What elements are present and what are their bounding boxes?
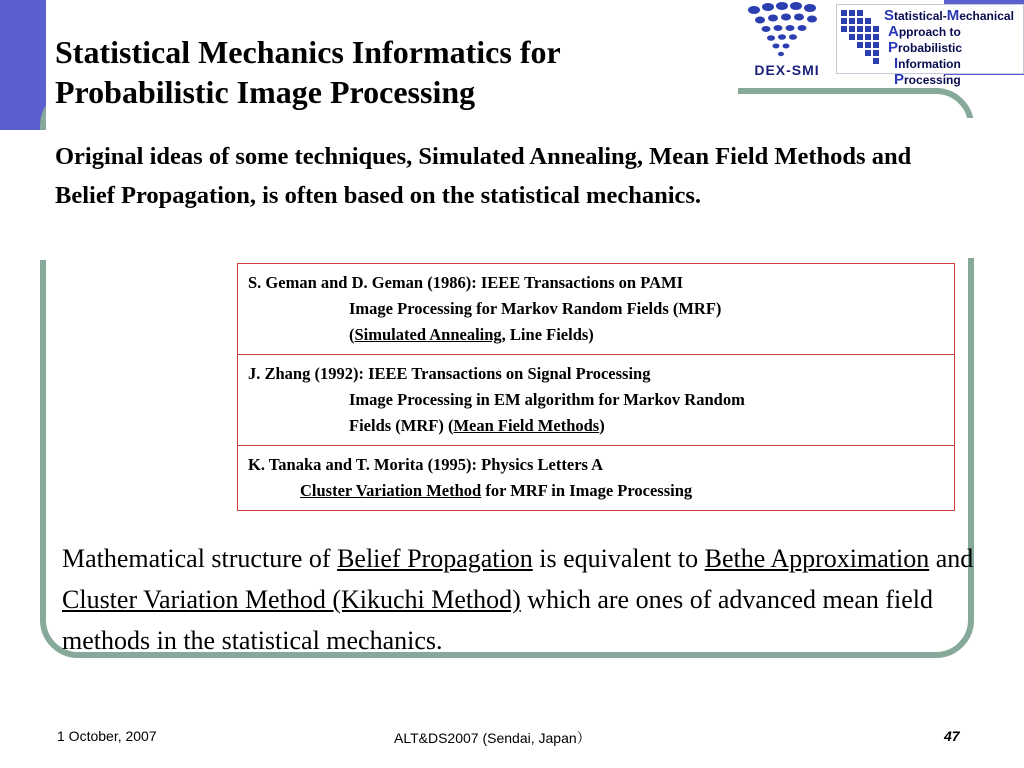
reference-citation: K. Tanaka and T. Morita (1995): Physics Letters A — [248, 455, 604, 474]
reference-item — [238, 446, 954, 510]
conclusion-paragraph: Mathematical structure of Belief Propagation is equivalent to Bethe Approximation and Cluster Variation Method (Kikuchi Method) which are ones of advanced mean field methods in the statistical mechanics. — [62, 544, 974, 655]
reference-box — [237, 263, 955, 511]
reference-note: (Simulated Annealing, Line Fields) — [349, 325, 594, 344]
reference-item — [238, 355, 954, 446]
reference-citation: S. Geman and D. Geman (1986): IEEE Transactions on PAMI — [248, 273, 683, 292]
reference-title: Image Processing in EM algorithm for Markov Random — [349, 390, 745, 409]
intro-paragraph: Original ideas of some techniques, Simulated Annealing, Mean Field Methods and Belief Propagation, is often based on the statistical mechanics. — [55, 143, 912, 209]
footer-conference: ALT&DS2007 (Sendai, Japan） — [394, 730, 591, 746]
reference-title: Cluster Variation Method for MRF in Image Processing — [300, 481, 693, 500]
reference-citation: J. Zhang (1992): IEEE Transactions on Signal Processing — [248, 364, 651, 383]
footer-date: 1 October, 2007 — [57, 728, 157, 744]
reference-item — [238, 264, 954, 355]
reference-title: Image Processing for Markov Random Fields (MRF) — [349, 299, 722, 318]
reference-note: Fields (MRF) (Mean Field Methods) — [349, 416, 605, 435]
page-number: 47 — [944, 728, 960, 744]
frame-mask — [0, 130, 46, 260]
smapip-wordmark: Statistical-Mechanical Approach to Probabilistic Information Processing — [884, 7, 1014, 88]
slide-title: Statistical Mechanics Informatics for Probabilistic Image Processing — [55, 34, 561, 110]
smapip-grid-icon — [839, 6, 887, 70]
dex-smi-label: DEX-SMI — [754, 62, 820, 78]
